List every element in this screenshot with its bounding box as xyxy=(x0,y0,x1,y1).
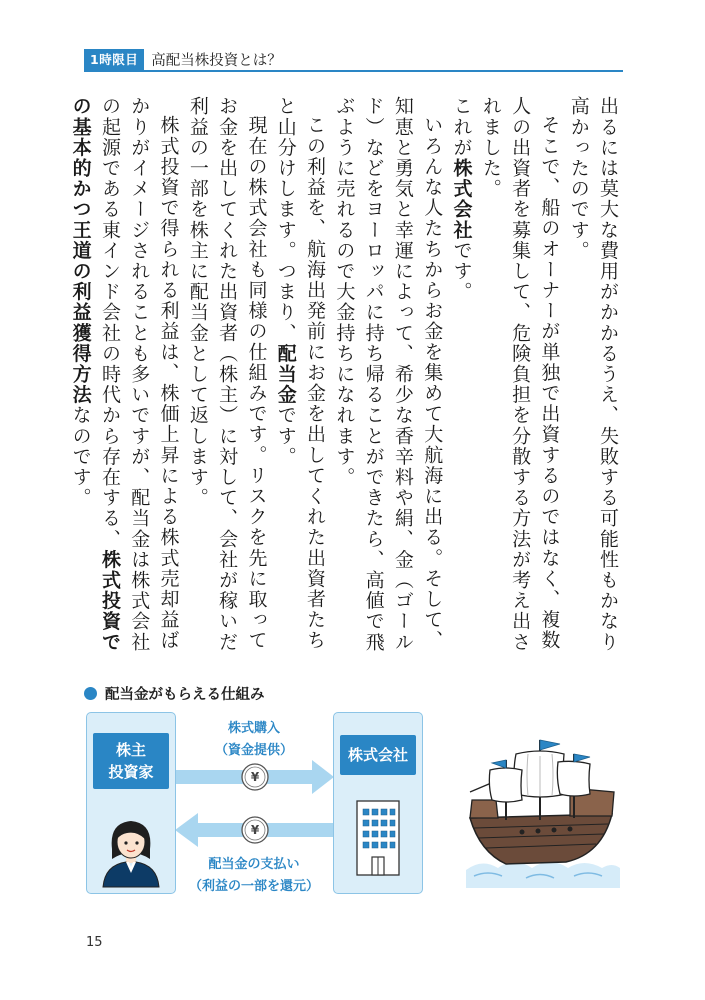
investor-woman-icon xyxy=(87,809,175,889)
paragraph-5: 現在の株式会社も同様の仕組みです。リスクを先に取ってお金を出してくれた出資者（株主）に対して、会社が稼いだ利益の一部を株主に配当金として返します。 xyxy=(186,96,268,653)
paragraph-1: 出るには莫大な費用がかかるうえ、失敗する可能性もかなり高かったのです。 xyxy=(567,96,619,653)
investor-label xyxy=(93,733,169,789)
investor-label-line2: 投資家 xyxy=(108,763,154,781)
office-building-icon xyxy=(334,799,422,889)
paragraph-4-pre: この利益を、航海出発前にお金を出してくれた出資者たちと山分けします。つまり、 xyxy=(274,96,327,651)
paragraph-2b-bold: 株式会社 xyxy=(450,157,473,241)
paragraph-6-bold: 株式投資での基本的かつ王道の利益獲得方法 xyxy=(69,96,121,653)
chapter-title: 高配当株投資とは？ xyxy=(151,52,282,69)
paragraph-3: いろんな人たちからお金を集めて大航海に出る。そして、知恵と勇気と幸運によって、希少な香辛料や絹、金（ゴールド）などをヨーロッパに持ち帰ることができたら、高値で飛ぶように売れるので大金持ちになれます。 xyxy=(333,96,444,653)
chapter-badge: 1時限目 xyxy=(84,49,144,70)
stock-purchase-label xyxy=(195,718,313,762)
paragraph-2b-pre: これが xyxy=(450,96,473,158)
paragraph-4-post: です。 xyxy=(274,405,297,467)
paragraph-6-post: なのです。 xyxy=(69,405,92,508)
paragraph-2b-post: です。 xyxy=(450,240,473,303)
paragraph-2: そこで、船のオーナーが単独で出資するのではなく、複数人の出資者を募集して、危険負担を分散する方法が考え出されました。 xyxy=(479,96,561,653)
page-number: 15 xyxy=(86,935,103,950)
company-label: 株式会社 xyxy=(340,735,416,775)
dividend-payment-line2: （利益の一部を還元） xyxy=(188,879,319,894)
diagram-title-text: 配当金がもらえる仕組み xyxy=(105,687,265,703)
dividend-payment-label xyxy=(176,854,332,898)
dividend-payment-line1: 配当金の支払い xyxy=(208,857,300,872)
stock-purchase-line1: 株式購入 xyxy=(227,721,280,736)
paragraph-4-bold: 配当金 xyxy=(274,343,297,406)
yen-symbol-top: ¥ xyxy=(250,770,260,784)
company-panel xyxy=(333,712,423,894)
stock-purchase-line2: （資金提供） xyxy=(214,743,293,758)
paragraph-6-pre: 株式投資で得られる利益は、株価上昇による株式売却益ばかりがイメージされることも多いですが、配当金は株式会社の起源である東インド会社の時代から存在する、 xyxy=(98,96,180,653)
sailing-ship-illustration xyxy=(462,730,622,890)
investor-panel xyxy=(86,712,176,894)
yen-symbol-bottom: ¥ xyxy=(250,823,260,837)
investor-label-line1: 株主 xyxy=(115,741,146,759)
